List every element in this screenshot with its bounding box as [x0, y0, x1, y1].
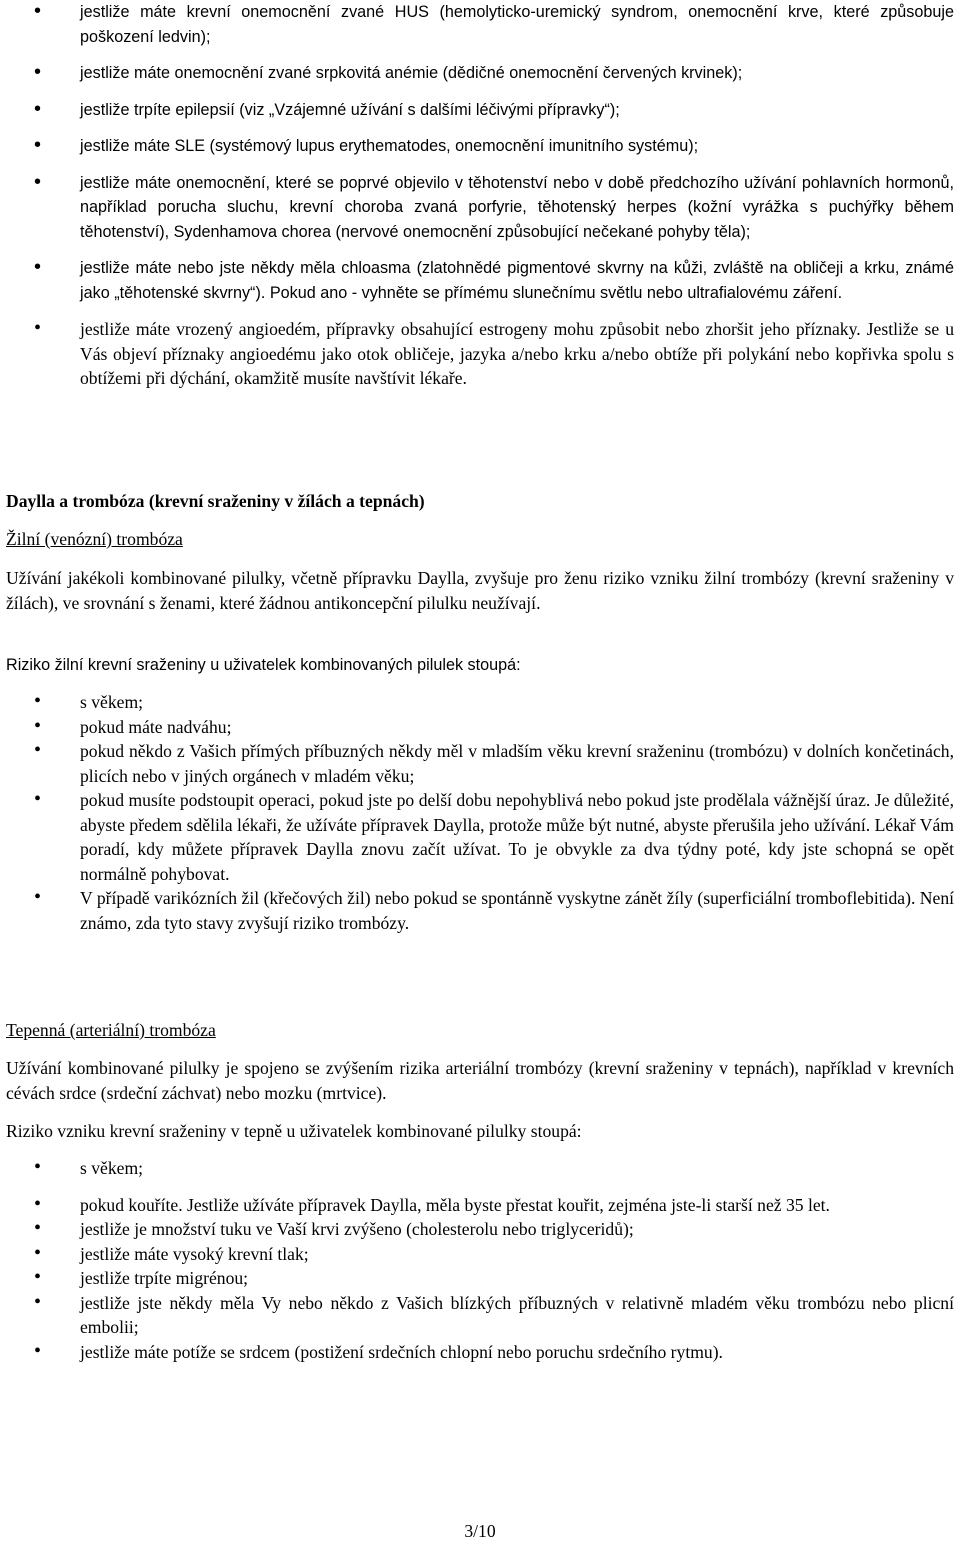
list-item: • jestliže máte SLE (systémový lupus erythematodes, onemocnění imunitního systému); — [0, 134, 960, 159]
list-item: • pokud musíte podstoupit operaci, pokud jste po delší dobu nepohyblivá nebo pokud jste prodělala vážnější úraz. Je důležité, abyste předem sdělila lékaři, že užíváte přípravek Daylla, protože může být nutné, abyste přerušila jeho užívání. Lékař Vám poradí, kdy můžete přípravek Daylla znovu začít užívat. To je obvykle za dva týdny poté, kdy jste schopná se opět normálně pohybovat. — [0, 788, 960, 886]
list-item: • jestliže máte onemocnění, které se poprvé objevilo v těhotenství nebo v době předchozího užívání pohlavních hormonů, například porucha sluchu, krevní choroba zvaná porfyrie, těhotenský herpes (kožní vyrážka s puchýřky během těhotenství), Sydenhamova chorea (nervové onemocnění způsobující nečekané pohyby těla); — [0, 171, 960, 245]
contraindication-list — [0, 0, 960, 391]
venous-subheading: Žilní (venózní) trombóza — [6, 529, 183, 549]
arterial-subheading: Tepenná (arteriální) trombóza — [6, 1020, 216, 1040]
list-item: • jestliže máte vrozený angioedém, přípravky obsahující estrogeny mohu způsobit nebo zhoršit jeho příznaky. Jestliže se u Vás objeví příznaky angioedému jako otok obličeje, jazyka a/nebo krku a/nebo obtíže při polykání nebo kopřivka spolu s obtížemi při dýchání, okamžitě musíte navštívit lékaře. — [0, 317, 960, 391]
list-item: • pokud máte nadváhu; — [0, 715, 960, 740]
list-item: • jestliže jste někdy měla Vy nebo někdo z Vašich blízkých příbuzných v relativně mladém věku trombózu nebo plicní embolii; — [0, 1291, 960, 1340]
venous-paragraph: Užívání jakékoli kombinované pilulky, včetně přípravku Daylla, zvyšuje pro ženu riziko vzniku žilní trombózy (krevní sraženiny v žílách), ve srovnání s ženami, které žádnou antikoncepční pilulku neužívají. — [6, 568, 954, 613]
list-item: • jestliže máte krevní onemocnění zvané HUS (hemolyticko-uremický syndrom, onemocnění krve, které způsobuje poškození ledvin); — [0, 0, 960, 49]
venous-risk-list — [0, 690, 960, 935]
list-item: • jestliže je množství tuku ve Vaší krvi zvýšeno (cholesterolu nebo triglyceridů); — [0, 1217, 960, 1242]
list-item: • s věkem; — [0, 1156, 960, 1181]
page-number: 3/10 — [464, 1521, 496, 1541]
arterial-risk-intro: Riziko vzniku krevní sraženiny v tepně u uživatelek kombinované pilulky stoupá: — [6, 1121, 582, 1141]
list-item: • pokud kouříte. Jestliže užíváte přípravek Daylla, měla byste přestat kouřit, zejména jste-li starší než 35 let. — [0, 1193, 960, 1218]
list-item: • jestliže máte nebo jste někdy měla chloasma (zlatohnědé pigmentové skvrny na kůži, zvláště na obličeji a krku, známé jako „těhotenské skvrny“). Pokud ano - vyhněte se přímému slunečnímu světlu nebo ultrafialovému záření. — [0, 256, 960, 305]
list-item: • s věkem; — [0, 690, 960, 715]
list-item: • jestliže máte vysoký krevní tlak; — [0, 1242, 960, 1267]
arterial-paragraph: Užívání kombinované pilulky je spojeno se zvýšením rizika arteriální trombózy (krevní sraženiny v tepnách), například v krevních cévách srdce (srdeční záchvat) nebo mozku (mrtvice). — [6, 1058, 954, 1103]
list-item: • jestliže máte onemocnění zvané srpkovitá anémie (dědičné onemocnění červených krvinek); — [0, 61, 960, 86]
list-item: • pokud někdo z Vašich přímých příbuzných někdy měl v mladším věku krevní sraženinu (trombózu) v dolních končetinách, plicích nebo v jiných orgánech v mladém věku; — [0, 739, 960, 788]
list-item: • V případě varikózních žil (křečových žil) nebo pokud se spontánně vyskytne zánět žíly (superficiální tromboflebitida). Není známo, zda tyto stavy zvyšují riziko trombózy. — [0, 886, 960, 935]
section-heading: Daylla a trombóza (krevní sraženiny v žílách a tepnách) — [6, 491, 425, 511]
venous-risk-intro: Riziko žilní krevní sraženiny u uživatelek kombinovaných pilulek stoupá: — [6, 656, 521, 674]
list-item: • jestliže trpíte migrénou; — [0, 1266, 960, 1291]
list-item: • jestliže trpíte epilepsií (viz „Vzájemné užívání s dalšími léčivými přípravky“); — [0, 98, 960, 123]
arterial-risk-list — [0, 1156, 960, 1364]
list-item: • jestliže máte potíže se srdcem (postižení srdečních chlopní nebo poruchu srdečního rytmu). — [0, 1340, 960, 1365]
